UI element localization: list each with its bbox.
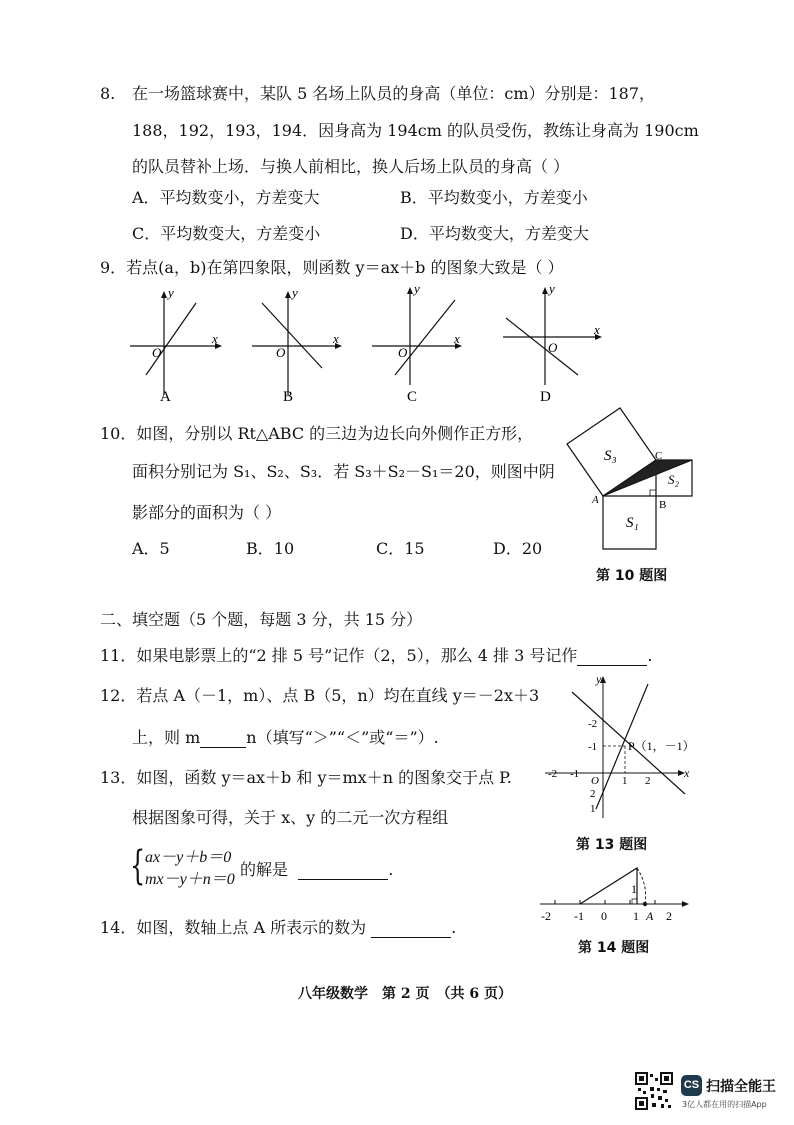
scanner-logo: CS xyxy=(681,1075,702,1096)
q14-tick-0: 0 xyxy=(601,909,607,923)
q13-origin: O xyxy=(591,775,599,787)
q9-a-label: A xyxy=(160,389,171,405)
q10-line1: 10．如图，分别以 Rt△ABC 的三边为边长向外侧作正方形， xyxy=(100,424,534,443)
q9-stem: 9．若点(a，b)在第四象限，则函数 y＝ax＋b 的图象大致是（ ） xyxy=(100,258,564,277)
q10-c: C xyxy=(655,450,663,462)
q14-tick-1: 1 xyxy=(633,909,639,923)
q14-tick-neg2: -2 xyxy=(541,909,551,923)
q8-option-a: A．平均数变小，方差变大 xyxy=(132,188,320,207)
q9-a-y-label: y xyxy=(168,285,174,300)
q9-d-origin: O xyxy=(548,340,558,355)
q13-tick-y-neg1: -1 xyxy=(588,741,598,753)
q9-b-y-label: y xyxy=(292,285,298,300)
q10-option-a: A．5 xyxy=(132,539,170,558)
q10-option-d: D．20 xyxy=(493,539,543,558)
q14-point-a: A xyxy=(646,909,654,923)
q9-d-label: D xyxy=(540,389,551,405)
q13-caption: 第 13 题图 xyxy=(576,837,648,853)
q11-end: . xyxy=(647,646,653,665)
q9-c-origin: O xyxy=(398,345,408,360)
q13-eq2: mx－y＋n＝0 xyxy=(145,871,235,888)
q12-line1: 12．若点 A（－1，m）、点 B（5，n）均在直线 y＝－2x＋3 xyxy=(100,686,540,705)
q13-tick-y-neg2: -2 xyxy=(588,718,598,730)
q8-option-b: B．平均数变小，方差变小 xyxy=(400,188,588,207)
q9-c-label: C xyxy=(407,389,418,405)
q13-tick-y-1: 1 xyxy=(590,803,596,815)
q13-line1: 13．如图，函数 y＝ax＋b 和 y＝mx＋n 的图象交于点 P. xyxy=(100,768,512,787)
q10-option-b: B．10 xyxy=(246,539,295,558)
q10-caption: 第 10 题图 xyxy=(596,568,668,584)
q13-point-p: P（1，－1） xyxy=(628,739,695,753)
q13-tick-x-neg1: -1 xyxy=(570,768,580,780)
q14-end: . xyxy=(451,918,457,937)
q13-x-axis-label: x xyxy=(684,766,690,780)
q8-number: 8. xyxy=(100,84,116,103)
q9-d-y-label: y xyxy=(549,281,555,296)
scanner-app-name: 扫描全能王 xyxy=(706,1079,776,1095)
page-footer: 八年级数学 第 2 页 （共 6 页） xyxy=(298,986,512,1002)
q10-s1: S₁ xyxy=(626,515,639,531)
q13-eq1: ax－y＋b＝0 xyxy=(145,849,232,866)
q10-s3: S₃ xyxy=(604,448,617,464)
q8-line2: 188，192，193，194．因身高为 194cm 的队员受伤，教练让身高为 190cm xyxy=(132,121,699,140)
q9-c-y-label: y xyxy=(414,281,420,296)
q11-stem: 11．如果电影票上的“2 排 5 号”记作（2，5），那么 4 排 3 号记作 xyxy=(100,646,578,665)
q9-c-x-label: x xyxy=(454,331,460,346)
q14-tick-2: 2 xyxy=(666,909,672,923)
q13-y-axis-label: y xyxy=(596,672,602,686)
q10-line3: 影部分的面积为（ ） xyxy=(132,503,282,522)
qr-code-icon xyxy=(635,1072,673,1110)
q14-stem: 14．如图，数轴上点 A 所表示的数为 xyxy=(100,918,367,937)
q13-tail: 的解是 xyxy=(240,860,289,879)
q10-b: B xyxy=(659,499,667,511)
q14-tick-neg1: -1 xyxy=(574,909,584,923)
q13-tick-x-neg2: -2 xyxy=(548,768,558,780)
q8-line1: 在一场篮球赛中，某队 5 名场上队员的身高（单位：cm）分别是：187， xyxy=(132,84,656,103)
q10-s2: S₂ xyxy=(668,472,680,487)
q13-tick-x-2: 2 xyxy=(645,775,651,787)
q13-tick-y-2: 2 xyxy=(590,788,596,800)
q13-line2: 根据图象可得，关于 x、y 的二元一次方程组 xyxy=(132,808,449,827)
q9-b-label: B xyxy=(283,389,294,405)
q10-line2: 面积分别记为 S₁、S₂、S₃．若 S₃＋S₂－S₁＝20，则图中阴 xyxy=(132,462,555,481)
q12-line2-b: n（填写“＞”“＜”或“＝”）. xyxy=(246,728,439,747)
q8-option-c: C．平均数变大，方差变小 xyxy=(132,224,321,243)
q10-a: A xyxy=(592,494,599,506)
q13-tick-x-1: 1 xyxy=(622,775,628,787)
q14-caption: 第 14 题图 xyxy=(578,940,650,956)
q8-option-d: D．平均数变大，方差变大 xyxy=(400,224,589,243)
q9-a-origin: O xyxy=(152,345,162,360)
q10-option-c: C．15 xyxy=(376,539,425,558)
q9-b-origin: O xyxy=(276,345,286,360)
scanner-tagline: 3亿人都在用的扫描App xyxy=(682,1100,767,1109)
q9-a-x-label: x xyxy=(212,331,218,346)
q9-d-x-label: x xyxy=(594,322,600,337)
q13-brace: { xyxy=(130,843,146,889)
q13-end: . xyxy=(388,860,394,879)
q8-line3: 的队员替补上场．与换人前相比，换人后场上队员的身高（ ） xyxy=(132,157,570,176)
q14-side-label: 1 xyxy=(631,882,637,896)
section-2-title: 二、填空题（5 个题，每题 3 分，共 15 分） xyxy=(100,610,423,629)
q9-b-x-label: x xyxy=(333,331,339,346)
q12-line2-a: 上，则 m xyxy=(132,728,201,747)
